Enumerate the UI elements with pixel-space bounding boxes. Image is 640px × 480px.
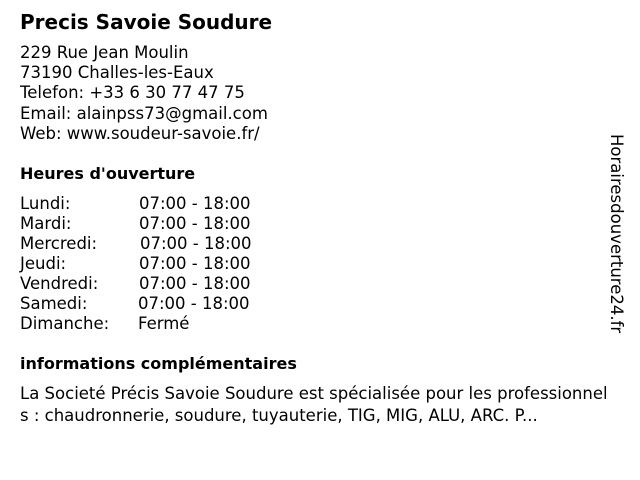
phone-text: Telefon: +33 6 30 77 47 75 (20, 83, 245, 103)
contact-block (20, 43, 268, 144)
time-value: 07:00 - 18:00 (138, 294, 250, 313)
email-text: Email: alainpss73@gmail.com (20, 103, 268, 123)
address-street: 229 Rue Jean Moulin (20, 43, 189, 62)
time-value: 07:00 - 18:00 (139, 194, 251, 213)
hours-heading: Heures d'ouverture (20, 164, 196, 183)
time-value: 07:00 - 18:00 (140, 234, 252, 253)
time-value: Fermé (138, 314, 190, 333)
day-label: Lundi: (20, 194, 71, 213)
address-city: 73190 Challes-les-Eaux (20, 63, 214, 83)
info-heading: informations complémentaires (20, 354, 297, 373)
day-label: Mercredi: (20, 234, 98, 253)
day-label: Mardi: (20, 214, 72, 233)
time-value: 07:00 - 18:00 (139, 254, 251, 273)
info-description: La Societé Précis Savoie Soudure est spécialisée pour les professionnels : chaudronnerie, soudure, tuyauterie, TIG, MIG, ALU, ARC. P... (20, 384, 608, 425)
day-label: Vendredi: (20, 274, 99, 293)
time-value: 07:00 - 18:00 (139, 274, 251, 293)
day-label: Samedi: (20, 294, 88, 313)
day-label: Jeudi: (20, 254, 67, 273)
business-name: Precis Savoie Soudure (20, 10, 273, 34)
website-text: Web: www.soudeur-savoie.fr/ (20, 123, 260, 143)
day-label: Dimanche: (20, 314, 110, 333)
watermark-text: Horairesdouverture24.fr (607, 134, 626, 334)
time-value: 07:00 - 18:00 (139, 214, 251, 233)
